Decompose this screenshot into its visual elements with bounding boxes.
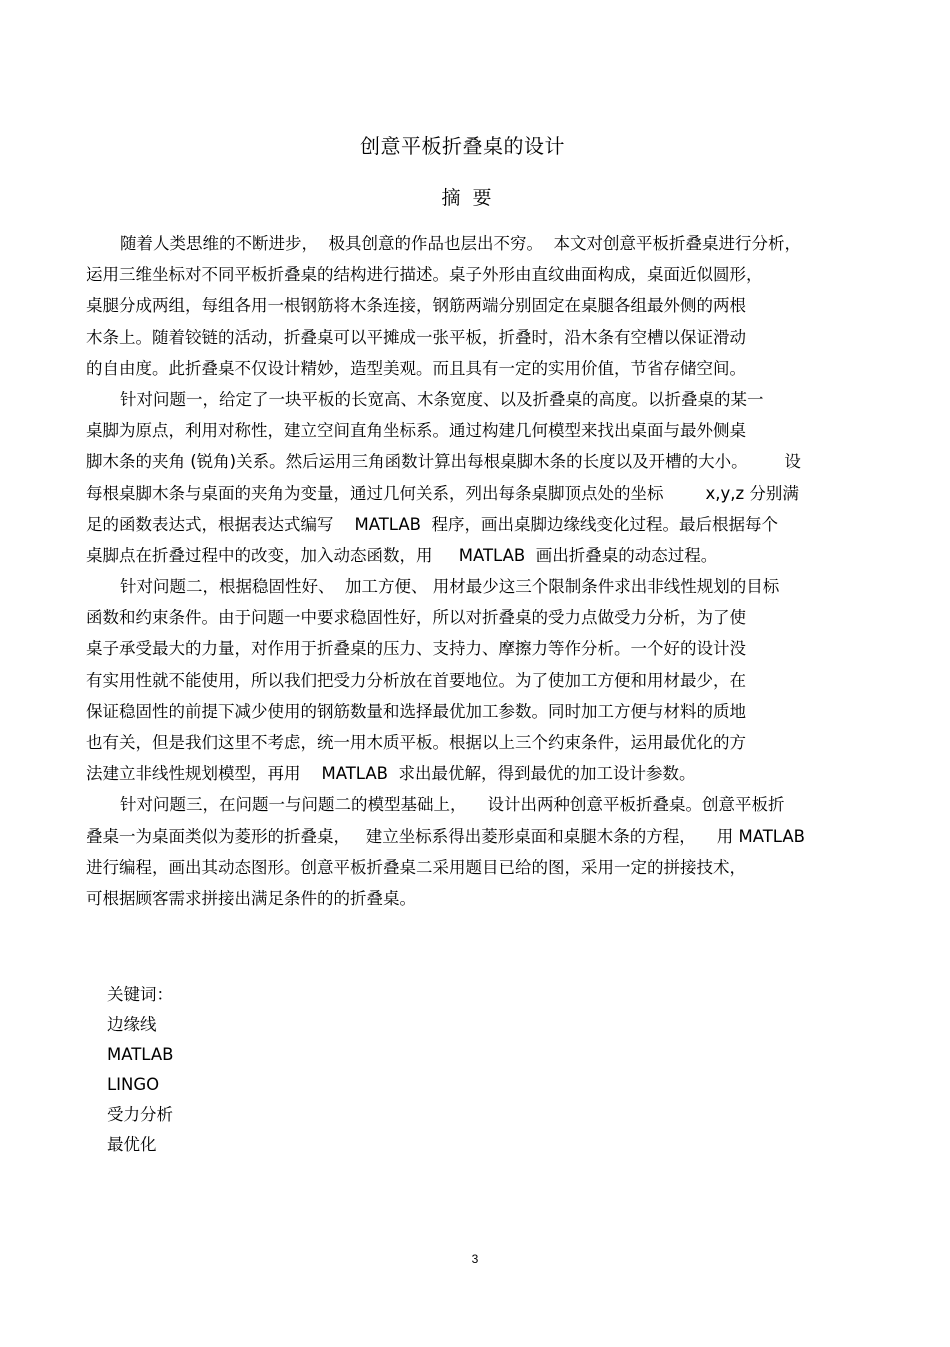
abstract-line: 叠桌一为桌面类似为菱形的折叠桌， 建立坐标系得出菱形桌面和桌腿木条的方程， 用 MATLAB	[86, 826, 805, 846]
abstract-line: 可根据顾客需求拼接出满足条件的的折叠桌。	[86, 888, 416, 908]
abstract-line: 随着人类思维的不断进步， 极具创意的作品也层出不穷。 本文对创意平板折叠桌进行分析，	[120, 234, 801, 253]
abstract-line: 足的函数表达式，根据表达式编写 MATLAB 程序，画出桌脚边缘线变化过程。最后根据每个	[86, 514, 778, 534]
abstract-line: 桌子承受最大的力量，对作用于折叠桌的压力、支持力、摩擦力等作分析。一个好的设计没	[86, 639, 746, 659]
abstract-line: 脚木条的夹角 (锐角)关系。然后运用三角函数计算出每根桌脚木条的长度以及开槽的大小。 设	[86, 452, 801, 472]
paper-title: 创意平板折叠桌的设计	[360, 134, 565, 158]
keywords-label: 关键词：	[106, 985, 173, 1004]
abstract-line: 桌腿分成两组，每组各用一根钢筋将木条连接，钢筋两端分别固定在桌腿各组最外侧的两根	[86, 296, 746, 316]
abstract-line: 函数和约束条件。由于问题一中要求稳固性好，所以对折叠桌的受力点做受力分析，为了使	[86, 608, 746, 628]
keyword-item: 边缘线	[106, 1015, 157, 1034]
abstract-line: 的自由度。此折叠桌不仅设计精妙，造型美观。而且具有一定的实用价值，节省存储空间。	[86, 358, 746, 378]
keywords-line	[86, 950, 201, 1154]
keyword-item: 最优化	[106, 1135, 157, 1154]
abstract-line: 进行编程，画出其动态图形。创意平板折叠桌二采用题目已给的图，采用一定的拼接技术，	[86, 857, 746, 877]
keyword-item: MATLAB	[106, 1045, 174, 1064]
abstract-line: 针对问题三，在问题一与问题二的模型基础上， 设计出两种创意平板折叠桌。创意平板折	[120, 795, 785, 815]
abstract-body	[86, 228, 876, 914]
keyword-item: 受力分析	[106, 1105, 173, 1124]
abstract-line: 木条上。随着铰链的活动，折叠桌可以平摊成一张平板，折叠时，沿木条有空槽以保证滑动	[86, 327, 746, 347]
abstract-line: 法建立非线性规划模型，再用 MATLAB 求出最优解，得到最优的加工设计参数。	[86, 764, 696, 784]
abstract-line: 针对问题一，给定了一块平板的长宽高、木条宽度、以及折叠桌的高度。以折叠桌的某一	[120, 389, 764, 409]
abstract-line: 桌脚点在折叠过程中的改变，加入动态函数，用 MATLAB 画出折叠桌的动态过程。	[86, 545, 718, 565]
abstract-line: 每根桌脚木条与桌面的夹角为变量，通过几何关系，列出每条桌脚顶点处的坐标 x,y,z 分别满	[86, 483, 799, 503]
abstract-line: 也有关，但是我们这里不考虑，统一用木质平板。根据以上三个约束条件，运用最优化的方	[86, 733, 746, 752]
abstract-line: 保证稳固性的前提下减少使用的钢筋数量和选择最优加工参数。同时加工方便与材料的质地	[86, 701, 746, 721]
abstract-line: 桌脚为原点，利用对称性，建立空间直角坐标系。通过构建几何模型来找出桌面与最外侧桌	[86, 421, 746, 441]
keyword-item: LINGO	[106, 1075, 160, 1094]
abstract-line: 有实用性就不能使用，所以我们把受力分析放在首要地位。为了使加工方便和用材最少，在	[86, 670, 746, 690]
abstract-heading: 摘要	[441, 187, 504, 209]
abstract-line: 运用三维坐标对不同平板折叠桌的结构进行描述。桌子外形由直纹曲面构成，桌面近似圆形，	[86, 265, 763, 285]
abstract-line: 针对问题二，根据稳固性好、 加工方便、 用材最少这三个限制条件求出非线性规划的目标	[120, 577, 780, 597]
page-number: 3	[471, 1252, 479, 1266]
